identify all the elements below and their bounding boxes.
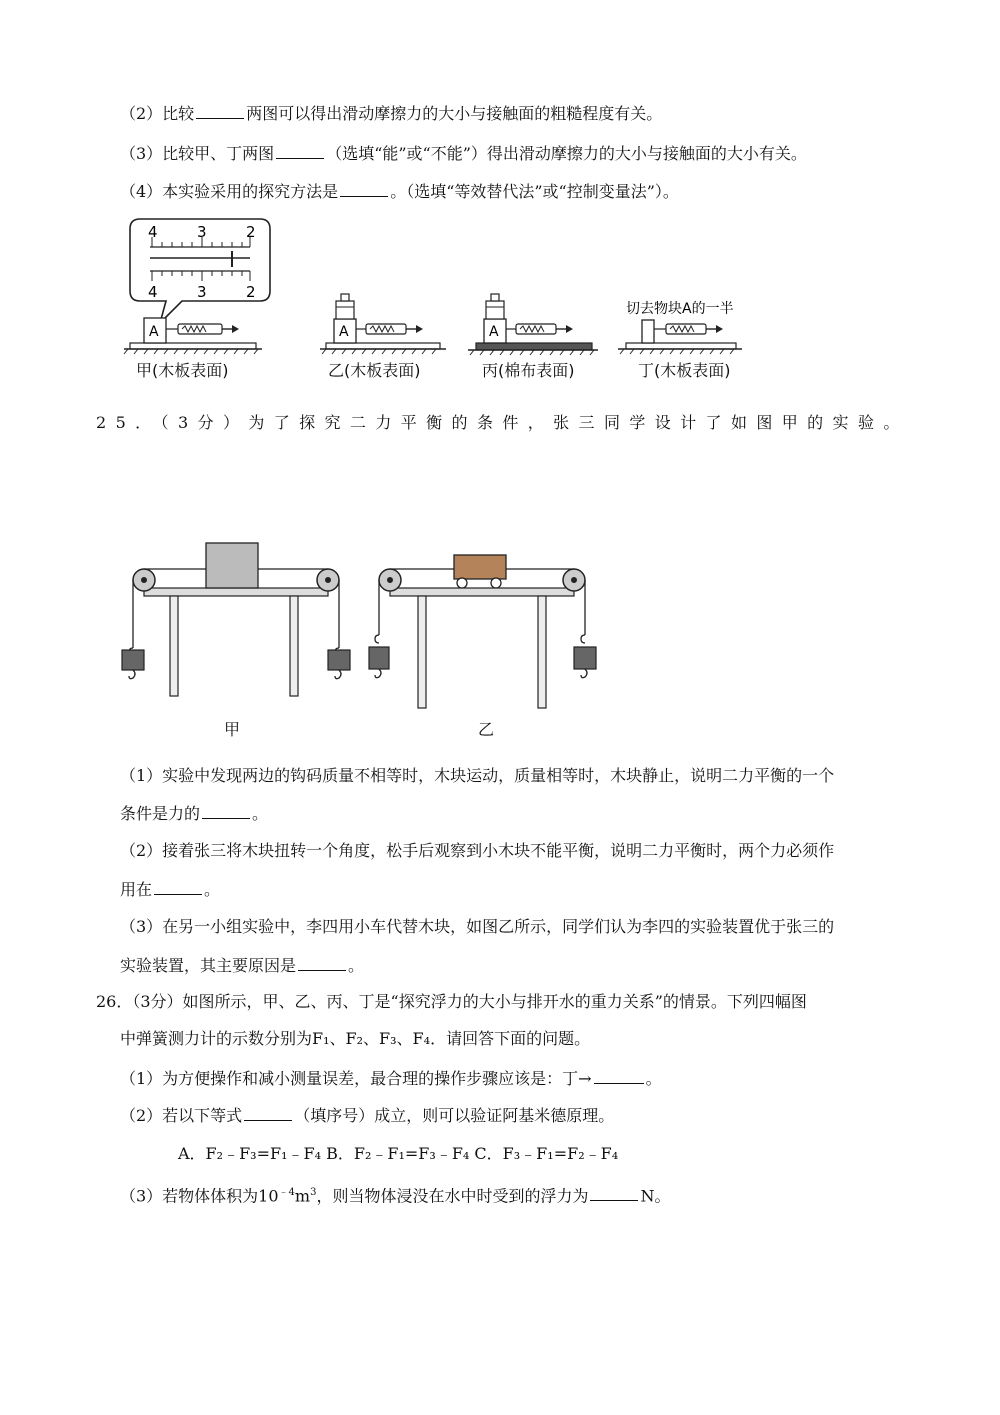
- q24-part3: （3）比较甲、丁两图 （选填“能”或“不能”）得出滑动摩擦力的大小与接触面的大小有关。: [120, 144, 807, 163]
- block-a-label: A: [149, 324, 159, 340]
- q26-part2: （2）若以下等式 （填序号）成立，则可以验证阿基米德原理。: [120, 1106, 615, 1125]
- caption-bing: 丙(棉布表面): [482, 361, 575, 380]
- q26-line2: 中弹簧测力计的示数分别为F₁、F₂、F₃、F₄．请回答下面的问题。: [120, 1029, 591, 1048]
- fig-caption-jia: 甲: [224, 720, 241, 739]
- answer-blank[interactable]: [298, 956, 346, 971]
- apparatus-yi: [369, 555, 596, 708]
- q25-part3: （3）在另一小组实验中，李四用小车代替木块，如图乙所示，同学们认为李四的实验装置优于张三的: [120, 917, 835, 936]
- balance-figure-svg: [118, 535, 598, 715]
- scale-tick-bottom: 2: [246, 283, 256, 301]
- scale-tick-bottom: 4: [148, 283, 158, 301]
- setup-bing: [468, 294, 598, 355]
- block-a-label: A: [489, 324, 499, 340]
- block-a-label: A: [339, 324, 349, 340]
- q25-title: 25．（3分）为了探究二力平衡的条件，张三同学设计了如图甲的实验。: [96, 413, 909, 432]
- setup-jia: [124, 318, 262, 354]
- q26-options: A．F₂﹣F₃=F₁﹣F₄ B．F₂﹣F₁=F₃﹣F₄ C．F₃﹣F₁=F₂﹣F₄: [178, 1144, 619, 1163]
- scale-reading-callout: [130, 219, 270, 323]
- q26-part3: （3）若物体体积为$10^{﹣4}m^3$，则当物体浸没在水中时受到的浮力为 N。: [120, 1186, 671, 1206]
- answer-blank[interactable]: [196, 104, 244, 119]
- scale-tick-top: 3: [197, 223, 207, 241]
- scale-tick-top: 2: [246, 223, 256, 241]
- q24-part2: （2）比较 两图可以得出滑动摩擦力的大小与接触面的粗糙程度有关。: [120, 104, 663, 123]
- scale-tick-bottom: 3: [197, 283, 207, 301]
- setup-ding: [618, 300, 742, 354]
- q25-part1-cont: 条件是力的 。: [120, 804, 269, 823]
- fig-caption-yi: 乙: [478, 720, 495, 739]
- q25-part3-cont: 实验装置，其主要原因是 。: [120, 956, 365, 975]
- cut-block-note: 切去物块A的一半: [626, 301, 734, 317]
- q26-title: 26．（3分）如图所示，甲、乙、丙、丁是“探究浮力的大小与排开水的重力关系”的情景。下列四幅图: [96, 992, 807, 1011]
- answer-blank[interactable]: [590, 1186, 638, 1201]
- answer-blank[interactable]: [340, 182, 388, 197]
- answer-blank[interactable]: [244, 1106, 292, 1121]
- answer-blank[interactable]: [154, 880, 202, 895]
- q25-part2: （2）接着张三将木块扭转一个角度，松手后观察到小木块不能平衡，说明二力平衡时，两个力必须作: [120, 841, 835, 860]
- q24-part4: （4）本实验采用的探究方法是 。（选填“等效替代法”或“控制变量法”）。: [120, 182, 679, 201]
- caption-yi: 乙(木板表面): [328, 361, 421, 380]
- q25-part1: （1）实验中发现两边的钩码质量不相等时，木块运动，质量相等时，木块静止，说明二力平衡的一个: [120, 766, 835, 785]
- q25-part2-cont: 用在 。: [120, 880, 221, 899]
- setup-yi: [320, 294, 446, 354]
- balance-figure: [118, 535, 598, 745]
- answer-blank[interactable]: [594, 1069, 644, 1084]
- caption-jia: 甲(木板表面): [136, 361, 229, 380]
- friction-figure: [120, 215, 760, 385]
- caption-ding: 丁(木板表面): [638, 361, 731, 380]
- answer-blank[interactable]: [276, 144, 324, 159]
- apparatus-jia: [122, 543, 350, 696]
- scale-tick-top: 4: [148, 223, 158, 241]
- answer-blank[interactable]: [202, 804, 250, 819]
- q26-part1: （1）为方便操作和减小测量误差，最合理的操作步骤应该是：丁→ 。: [120, 1069, 662, 1088]
